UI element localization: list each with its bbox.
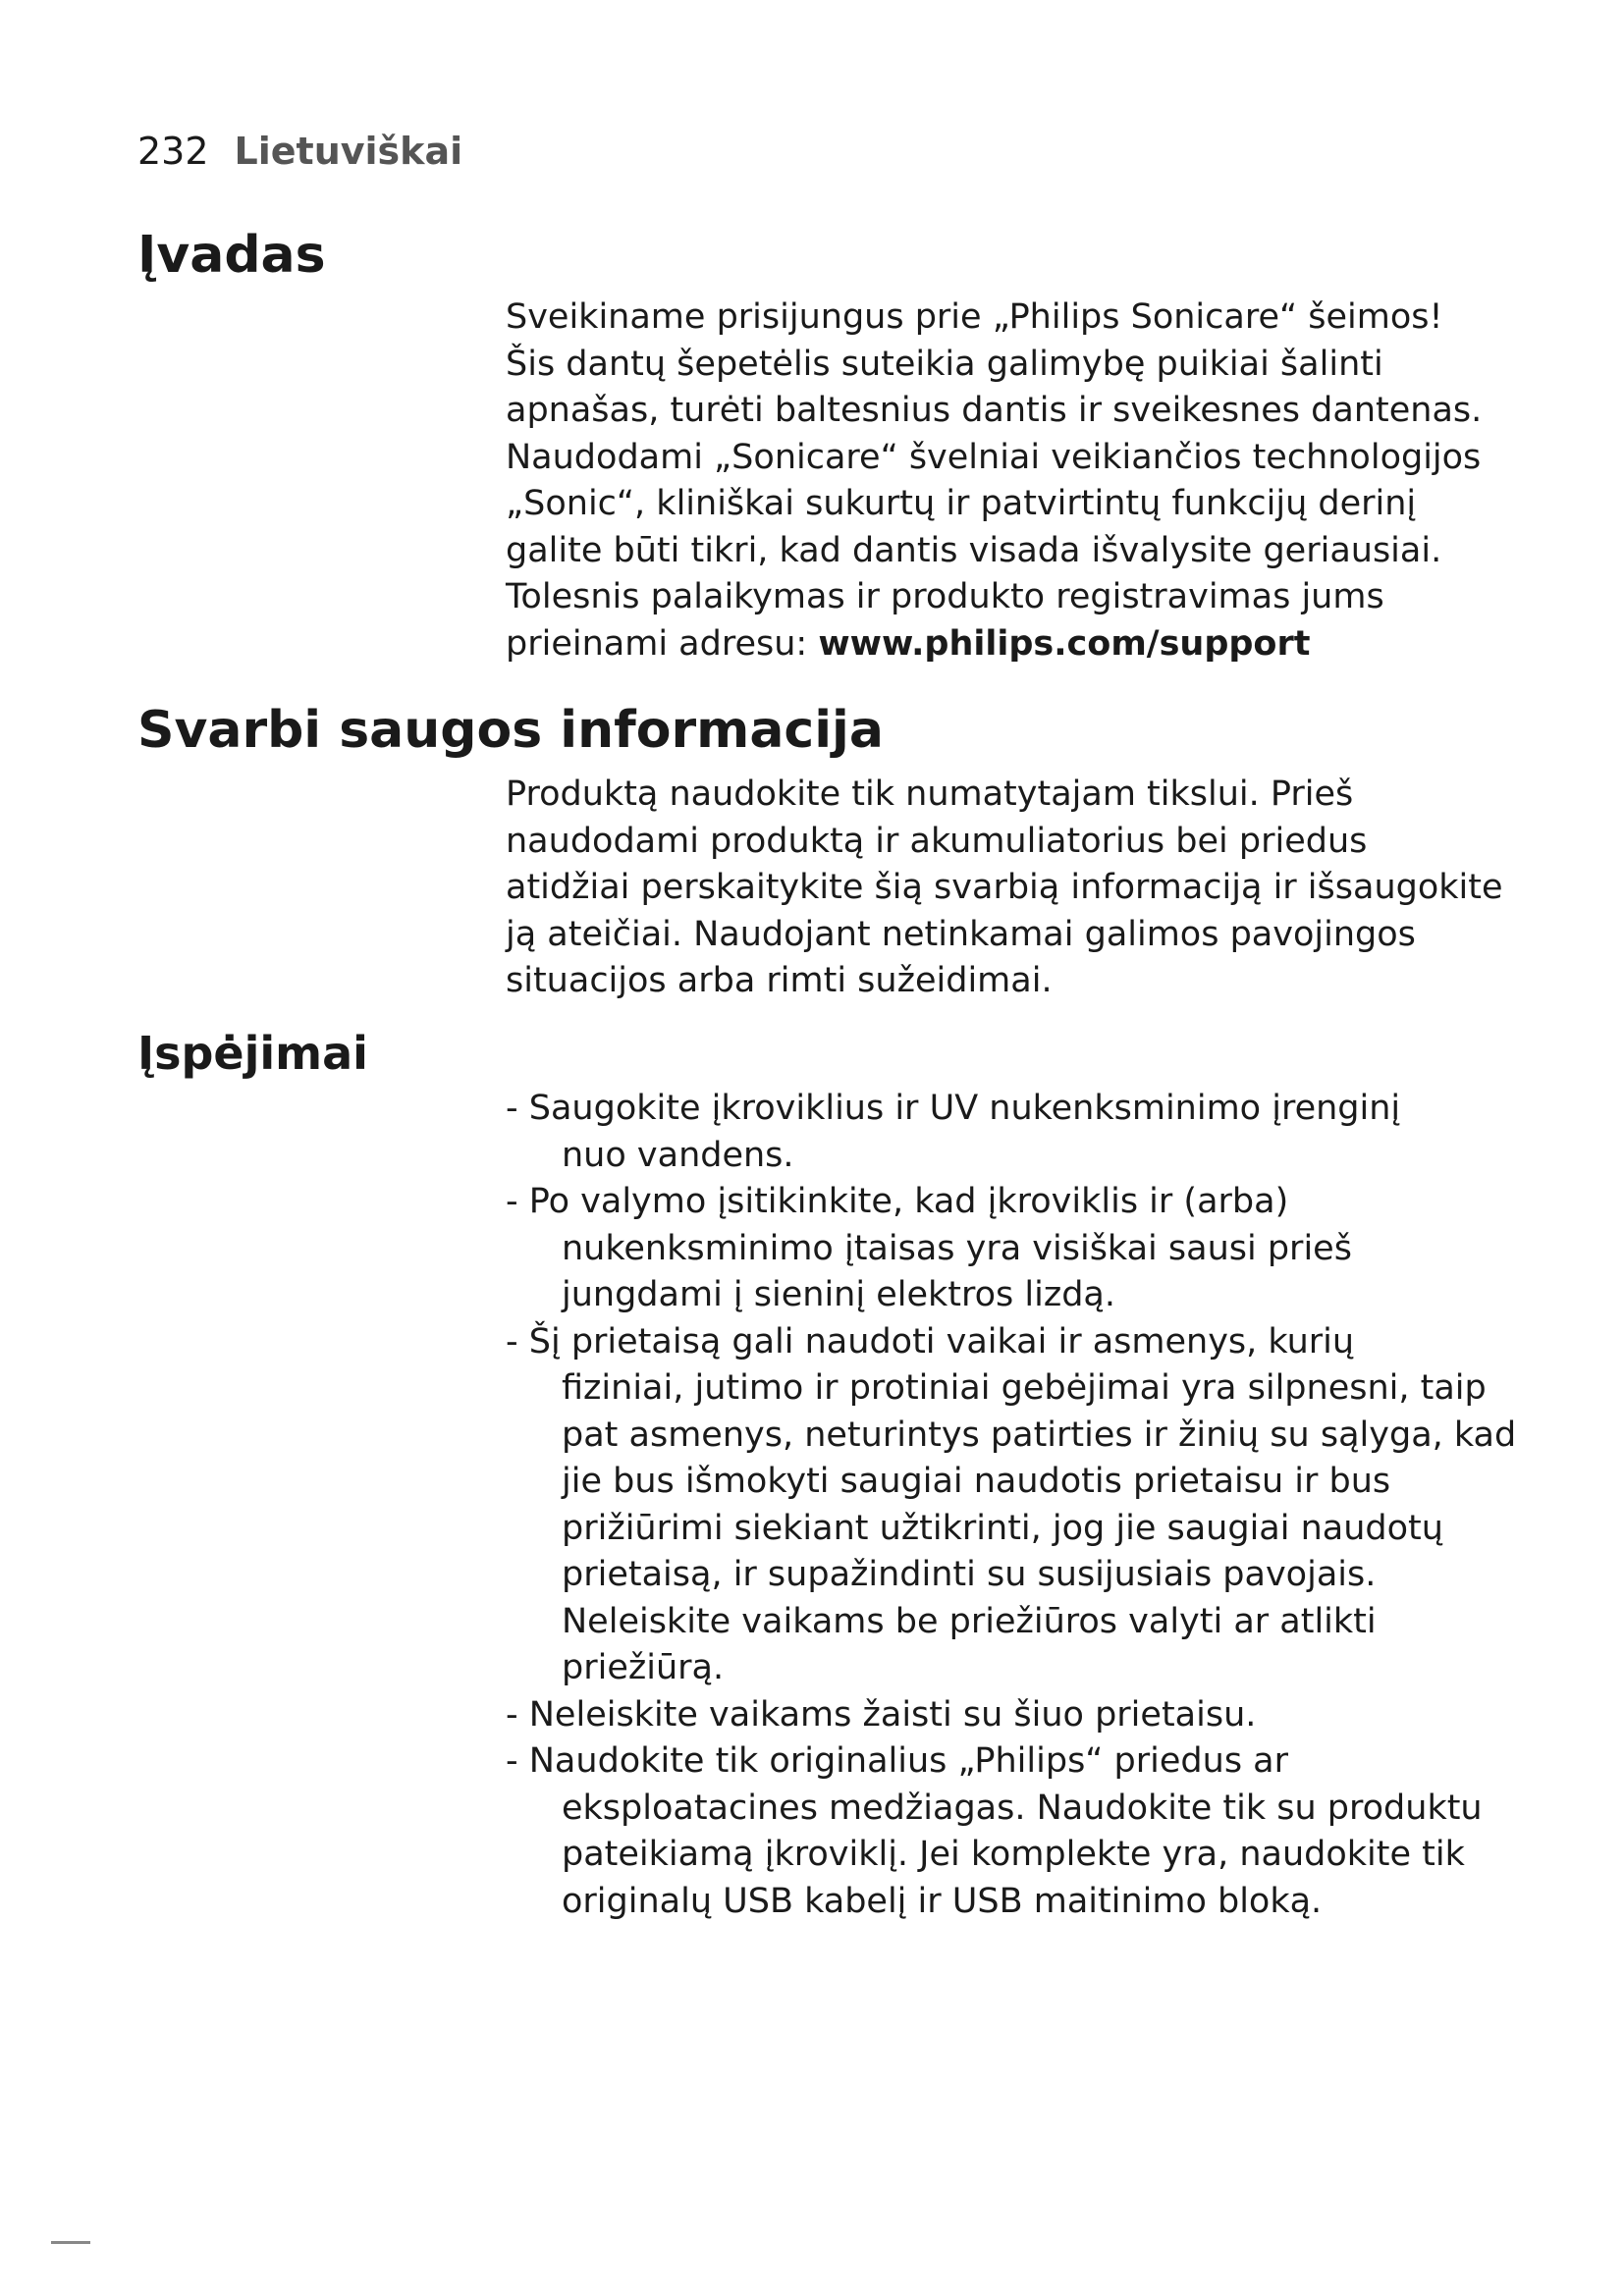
- warning-item: [506, 1179, 1497, 1319]
- intro-line: galite būti tikri, kad dantis visada išvalysite geriausiai.: [506, 530, 1442, 570]
- intro-line: Šis dantų šepetėlis suteikia galimybę puikiai šalinti: [506, 344, 1383, 384]
- warning-item-text: - Neleiskite vaikams žaisti su šiuo prietaisu.: [506, 1694, 1257, 1735]
- intro-line-prefix: prieinami adresu:: [506, 623, 819, 664]
- safety-line: ją ateičiai. Naudojant netinkamai galimos pavojingos: [506, 914, 1416, 954]
- warning-item-continuation: prietaisą, ir supažindinti su susijusiais pavojais.: [562, 1555, 1377, 1594]
- footer-divider: [51, 2241, 90, 2244]
- warning-item-text: - Po valymo įsitikinkite, kad įkroviklis ir (arba): [506, 1182, 1289, 1221]
- intro-line: apnašas, turėti baltesnius dantis ir sveikesnes dantenas.: [506, 391, 1483, 430]
- intro-line: Tolesnis palaikymas ir produkto registravimas jums: [506, 577, 1384, 616]
- warning-item-continuation: nukenksminimo įtaisas yra visiškai sausi prieš: [562, 1228, 1352, 1268]
- intro-line: Naudodami „Sonicare“ švelniai veikiančios technologijos: [506, 437, 1482, 477]
- warning-item-continuation: priežiūrą.: [562, 1648, 725, 1687]
- safety-paragraph: [506, 772, 1503, 1005]
- safety-line: atidžiai perskaitykite šią svarbią informaciją ir išsaugokite: [506, 868, 1503, 907]
- page-language: Lietuviškai: [234, 130, 463, 173]
- warnings-heading: Įspėjimai: [137, 1027, 368, 1080]
- intro-heading: Įvadas: [137, 226, 326, 285]
- warning-item-continuation: pateikiamą įkroviklį. Jei komplekte yra, naudokite tik: [562, 1835, 1465, 1874]
- warning-item: [506, 1086, 1497, 1179]
- safety-line: Produktą naudokite tik numatytajam tikslui. Prieš: [506, 774, 1354, 814]
- warning-item-text: - Naudokite tik originalius „Philips“ priedus ar: [506, 1741, 1289, 1781]
- intro-line: „Sonic“, kliniškai sukurtų ir patvirtintų funkcijų derinį: [506, 484, 1417, 523]
- safety-line: situacijos arba rimti sužeidimai.: [506, 961, 1053, 1000]
- warning-item-text: - Saugokite įkroviklius ir UV nukenksminimo įrenginį: [506, 1089, 1401, 1128]
- warning-item-continuation: eksploatacines medžiagas. Naudokite tik su produktu: [562, 1788, 1483, 1828]
- warning-item-continuation: prižiūrimi siekiant užtikrinti, jog jie saugiai naudotų: [562, 1508, 1443, 1548]
- warning-item: [506, 1692, 1497, 1739]
- intro-line: Sveikiname prisijungus prie „Philips Sonicare“ šeimos!: [506, 297, 1443, 337]
- warning-item-continuation: jungdami į sieninį elektros lizdą.: [562, 1275, 1115, 1314]
- intro-line-last: [506, 621, 1497, 668]
- warning-item: [506, 1738, 1497, 1925]
- warning-item-continuation: Neleiskite vaikams be priežiūros valyti ar atlikti: [562, 1601, 1377, 1641]
- safety-heading: Svarbi saugos informacija: [137, 701, 884, 760]
- safety-line: naudodami produktą ir akumuliatorius bei priedus: [506, 821, 1368, 861]
- page-number: 232: [137, 130, 209, 173]
- warning-item-continuation: jie bus išmokyti saugiai naudotis prietaisu ir bus: [562, 1462, 1391, 1501]
- warning-item-continuation: nuo vandens.: [562, 1135, 794, 1175]
- intro-paragraph: [506, 294, 1497, 667]
- support-link[interactable]: www.philips.com/support: [818, 623, 1311, 664]
- warning-item-text: - Šį prietaisą gali naudoti vaikai ir asmenys, kurių: [506, 1321, 1355, 1362]
- warning-item-continuation: originalų USB kabelį ir USB maitinimo bloką.: [562, 1881, 1323, 1921]
- warning-item-continuation: pat asmenys, neturintys patirties ir žinių su sąlyga, kad: [562, 1415, 1517, 1455]
- page-header: [137, 128, 462, 175]
- warnings-list: [506, 1086, 1517, 1925]
- warning-item-continuation: fiziniai, jutimo ir protiniai gebėjimai yra silpnesni, taip: [562, 1368, 1487, 1408]
- warning-item: [506, 1319, 1517, 1692]
